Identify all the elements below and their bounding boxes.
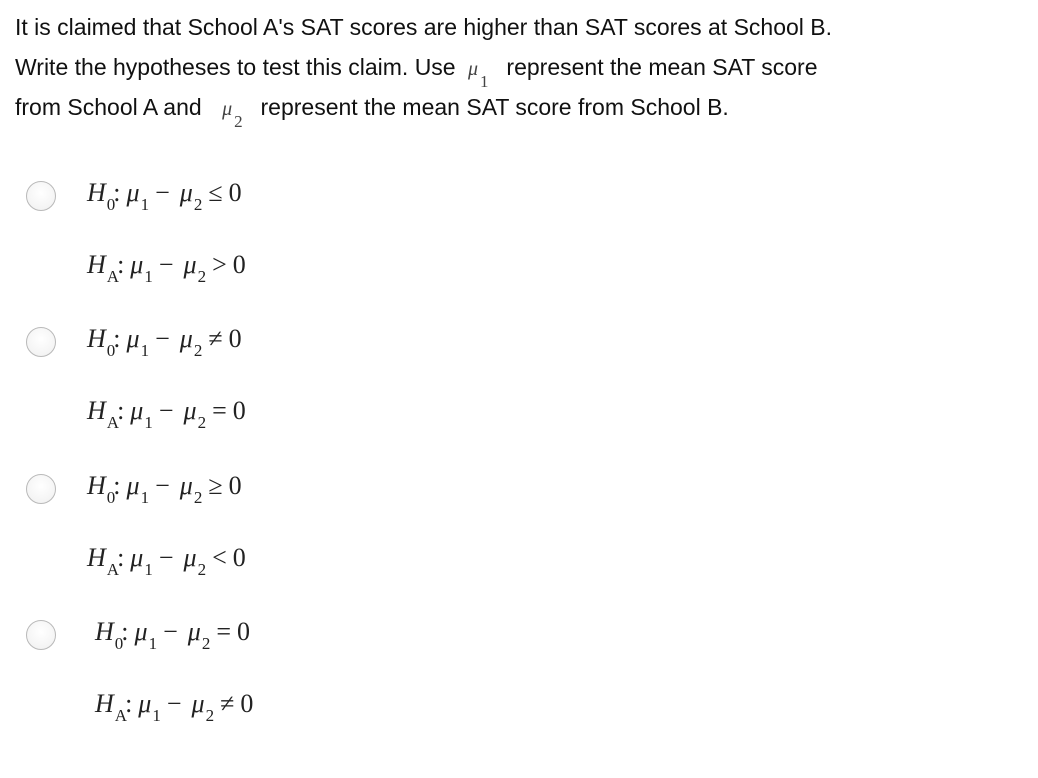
- mu-subscript-1: 1: [140, 195, 150, 214]
- zero-value: 0: [236, 617, 250, 646]
- relation-sign: =: [216, 617, 231, 646]
- mu-subscript-1: 1: [148, 634, 158, 653]
- h-subscript: A: [106, 413, 120, 432]
- zero-value: 0: [228, 324, 242, 353]
- null-hypothesis-option-3: [87, 471, 242, 507]
- relation-sign: ≠: [208, 324, 223, 353]
- h-letter: H: [87, 324, 106, 353]
- mu-letter: μ: [130, 396, 144, 425]
- answer-option-4[interactable]: [0, 617, 400, 747]
- h-subscript: 0: [106, 195, 116, 214]
- h-subscript: A: [106, 267, 120, 286]
- colon: :: [113, 178, 121, 207]
- mu2-subscript: 2: [234, 112, 243, 131]
- relation-sign: <: [212, 543, 227, 572]
- mu-letter: μ: [179, 471, 193, 500]
- mu1-letter: μ: [467, 58, 479, 80]
- mu-subscript-2: 2: [197, 413, 207, 432]
- mu-subscript-1: 1: [144, 413, 153, 432]
- h-letter: H: [87, 543, 106, 572]
- colon: :: [117, 396, 125, 425]
- minus-sign: −: [155, 178, 170, 207]
- mu-letter: μ: [179, 324, 193, 353]
- mu-letter: μ: [179, 178, 193, 207]
- answer-option-1[interactable]: [0, 178, 400, 308]
- alternative-hypothesis-option-4: [95, 689, 254, 725]
- colon: :: [117, 250, 125, 279]
- zero-value: 0: [228, 471, 242, 500]
- minus-sign: −: [155, 324, 170, 353]
- mu-letter: μ: [183, 543, 197, 572]
- question-line-1: [15, 14, 1020, 54]
- question-text: [15, 14, 1020, 138]
- minus-sign: −: [158, 250, 174, 279]
- minus-sign: −: [158, 396, 174, 425]
- radio-button-option-3[interactable]: [26, 474, 56, 504]
- h-letter: H: [95, 617, 114, 646]
- question-line-2-suffix: represent the mean SAT score: [506, 54, 818, 80]
- zero-value: 0: [228, 178, 242, 207]
- minus-sign: −: [163, 617, 178, 646]
- mu-subscript-1: 1: [140, 341, 150, 360]
- h-subscript: 0: [114, 634, 124, 653]
- radio-button-option-2[interactable]: [26, 327, 56, 357]
- mu-letter: μ: [126, 471, 140, 500]
- alternative-hypothesis-option-3: [87, 543, 246, 579]
- question-line-3-prefix: from School A and: [15, 94, 202, 120]
- mu-subscript-2: 2: [193, 488, 203, 507]
- mu1-subscript: 1: [479, 72, 489, 91]
- mu1-symbol: [467, 58, 489, 91]
- relation-sign: =: [212, 396, 227, 425]
- relation-sign: ≠: [220, 689, 235, 718]
- relation-sign: ≤: [208, 178, 223, 207]
- zero-value: 0: [232, 543, 246, 572]
- null-hypothesis-option-4: [95, 617, 250, 653]
- mu-letter: μ: [130, 250, 144, 279]
- h-subscript: 0: [106, 341, 116, 360]
- mu-subscript-1: 1: [140, 488, 150, 507]
- h-letter: H: [87, 250, 106, 279]
- mu-subscript-1: 1: [144, 267, 153, 286]
- mu-letter: μ: [191, 689, 205, 718]
- question-line-3-suffix: represent the mean SAT score from School B.: [260, 94, 729, 120]
- h-subscript: A: [114, 706, 128, 725]
- relation-sign: ≥: [208, 471, 223, 500]
- h-subscript: 0: [106, 488, 116, 507]
- mu-letter: μ: [134, 617, 148, 646]
- mu-letter: μ: [138, 689, 152, 718]
- h-letter: H: [87, 471, 106, 500]
- colon: :: [113, 324, 121, 353]
- question-line-3: [15, 94, 1020, 138]
- colon: :: [117, 543, 125, 572]
- h-letter: H: [95, 689, 114, 718]
- relation-sign: >: [212, 250, 227, 279]
- mu-subscript-2: 2: [205, 706, 215, 725]
- radio-button-option-4[interactable]: [26, 620, 56, 650]
- mu-letter: μ: [183, 396, 197, 425]
- minus-sign: −: [166, 689, 182, 718]
- zero-value: 0: [232, 396, 246, 425]
- mu-subscript-2: 2: [197, 560, 207, 579]
- h-letter: H: [87, 396, 106, 425]
- mu-letter: μ: [126, 178, 140, 207]
- mu-subscript-2: 2: [193, 195, 203, 214]
- mu-letter: μ: [187, 617, 201, 646]
- question-line-2: [15, 54, 1020, 94]
- mu-letter: μ: [130, 543, 144, 572]
- alternative-hypothesis-option-1: [87, 250, 246, 286]
- minus-sign: −: [155, 471, 170, 500]
- question-line-1-text: It is claimed that School A's SAT scores are higher than SAT scores at School B.: [15, 14, 833, 40]
- mu-subscript-2: 2: [201, 634, 211, 653]
- answer-option-2[interactable]: [0, 324, 400, 454]
- question-line-2-prefix: Write the hypotheses to test this claim. Use: [15, 54, 456, 80]
- zero-value: 0: [232, 250, 246, 279]
- zero-value: 0: [240, 689, 254, 718]
- mu-subscript-2: 2: [193, 341, 203, 360]
- mu2-symbol: [222, 98, 243, 131]
- colon: :: [121, 617, 129, 646]
- null-hypothesis-option-2: [87, 324, 242, 360]
- mu-subscript-2: 2: [197, 267, 207, 286]
- mu-subscript-1: 1: [144, 560, 153, 579]
- minus-sign: −: [158, 543, 174, 572]
- h-subscript: A: [106, 560, 120, 579]
- mu-subscript-1: 1: [152, 706, 161, 725]
- radio-button-option-1[interactable]: [26, 181, 56, 211]
- alternative-hypothesis-option-2: [87, 396, 246, 432]
- h-letter: H: [87, 178, 106, 207]
- mu-letter: μ: [126, 324, 140, 353]
- colon: :: [125, 689, 133, 718]
- mu2-letter: μ: [222, 98, 233, 120]
- null-hypothesis-option-1: [87, 178, 242, 214]
- colon: :: [113, 471, 121, 500]
- answer-option-3[interactable]: [0, 471, 400, 601]
- mu-letter: μ: [183, 250, 197, 279]
